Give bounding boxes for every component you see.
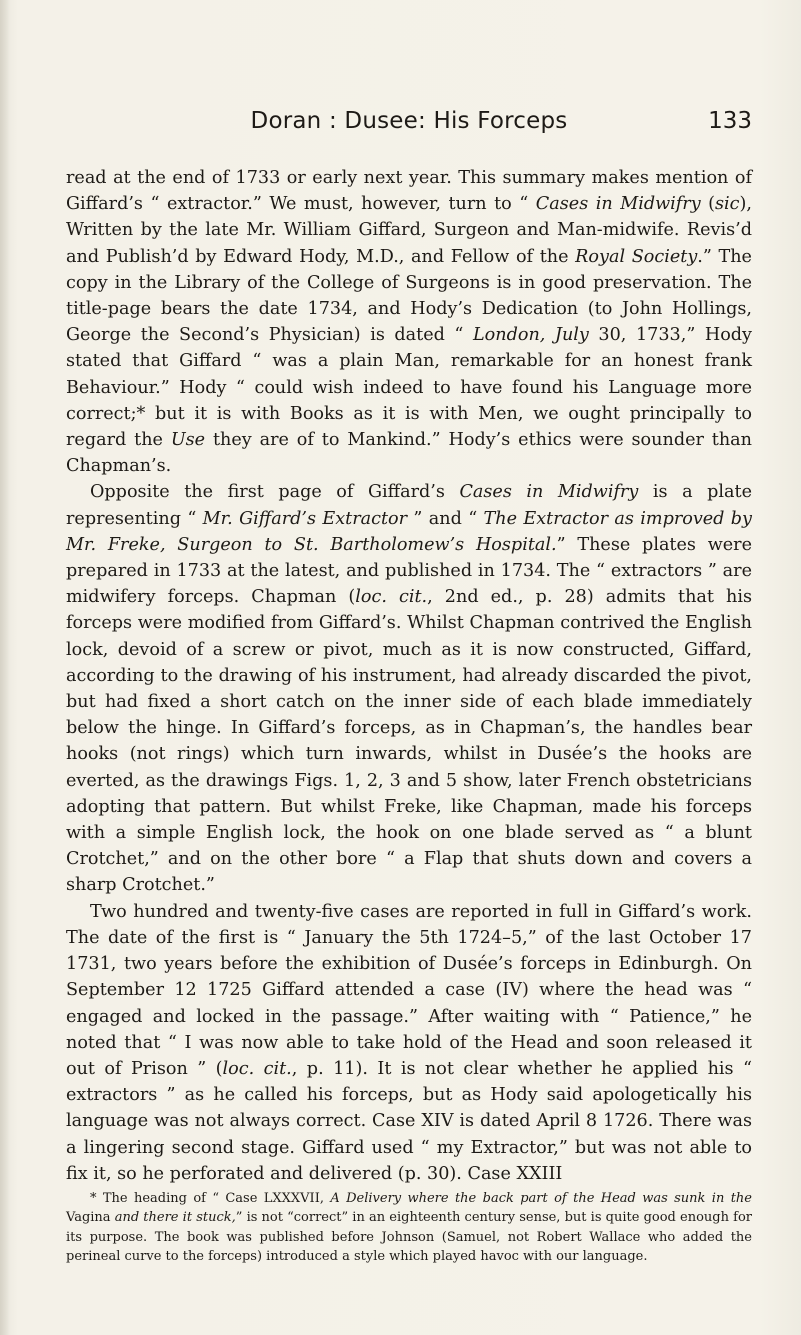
text-segment: is a plate representing “ bbox=[66, 482, 752, 529]
page-number: 133 bbox=[708, 108, 752, 134]
text-segment: ” is not “correct” in an eighteenth century sense, but is quite good enough for its purpose. The book was published before Johnson (Samuel, not Robert Wallace who added the perineal curve to the forceps) introduced a style which played havoc with our language. bbox=[66, 1210, 753, 1264]
italic-segment: A Delivery where the back part of the Head was sunk in the bbox=[330, 1190, 752, 1206]
italic-segment: The Extractor as improved by Mr. Freke, Surgeon to St. Bartholomew’s Hospital. bbox=[66, 508, 752, 555]
text-segment: ” and “ bbox=[407, 508, 484, 529]
italic-segment: and there it stuck, bbox=[114, 1210, 236, 1226]
italic-segment: Cases in Midwifry bbox=[459, 482, 639, 503]
italic-segment: loc. cit. bbox=[355, 587, 428, 608]
footnote bbox=[66, 1189, 752, 1266]
text-segment: Vagina bbox=[66, 1210, 115, 1226]
paragraph-2 bbox=[66, 479, 752, 898]
text-segment: , 2nd ed., p. 28) admits that his forceps were modified from Giffard’s. Whilst Chapman contrived the English lock, devoid of a screw or pivot, much as it is now constructed, Giffard, according to the drawing of his instrument, had already discarded the pivot, but had fixed a short catch on the inner side of each blade immediately below the hinge. In Giffard’s forceps, as in Chapman’s, the handles bear hooks (not rings) which turn inwards, whilst in Dusée’s the hooks are everted, as the drawings Figs. 1, 2, 3 and 5 show, later French obstetricians adopting that pattern. But whilst Freke, like Chapman, made his forceps with a simple English lock, the hook on one blade served as “ a blunt Crotchet,” and on the other bore “ a Flap that shuts down and covers a sharp Crotchet.” bbox=[66, 587, 752, 896]
italic-segment: sic bbox=[715, 194, 740, 215]
italic-segment: Cases in Midwifry bbox=[535, 194, 701, 215]
text-segment: Opposite the first page of Giffard’s bbox=[90, 482, 460, 503]
page-header bbox=[66, 108, 752, 138]
text-segment: ( bbox=[700, 194, 716, 215]
text-segment: ” These plates were prepared in 1733 at the latest, and published in 1734. The “ extractors ” are midwifery forceps. Chapman ( bbox=[66, 534, 753, 608]
italic-segment: loc. cit. bbox=[222, 1058, 292, 1079]
italic-segment: Use bbox=[170, 430, 206, 451]
text-segment: ), Written by the late Mr. William Giffard, Surgeon and Man-midwife. Revis’d and Publish’d by Edward Hody, M.D., and Fellow of the bbox=[66, 194, 752, 267]
text-segment: 30, 1733,” Hody stated that Giffard “ was a plain Man, remarkable for an honest frank Behaviour.” Hody “ could wish indeed to have found his Language more correct;* but it is with Books as it is with Men, we ought principally to regard the bbox=[66, 325, 752, 451]
text-segment: .” The copy in the Library of the College of Surgeons is in good preservation. The title-page bears the date 1734, and Hody’s Dedication (to John Hollings, George the Second’s Physician) is dated “ bbox=[66, 246, 752, 346]
text-segment: Two hundred and twenty-five cases are reported in full in Giffard’s work. The date of the first is “ January the 5th 1724–5,” of the last October 17 1731, two years before the exhibition of Dusée’s forceps in Edinburgh. On September 12 1725 Giffard attended a case (IV) where the head was “ engaged and locked in the passage.” After waiting with “ Patience,” he noted that “ I was now able to take hold of the Head and soon released it out of Prison ” ( bbox=[66, 901, 752, 1079]
paragraph-1 bbox=[66, 165, 752, 479]
running-title: Doran : Dusee: His Forceps bbox=[250, 108, 568, 134]
paragraph-3 bbox=[66, 899, 752, 1187]
text-segment: they are of to Mankind.” Hody’s ethics were sounder than Chapman’s. bbox=[66, 430, 752, 477]
text-segment: * The heading of “ Case LXXXVII, bbox=[90, 1190, 331, 1206]
italic-segment: London, July bbox=[472, 325, 589, 346]
text-segment: read at the end of 1733 or early next year. This summary makes mention of Giffard’s “ extractor.” We must, however, turn to “ bbox=[66, 168, 752, 215]
text-segment: , p. 11). It is not clear whether he applied his “ extractors ” as he called his forceps, but as Hody said apologetically his language was not always correct. Case XIV is dated April 8 1726. There was a lingering second stage. Giffard used “ my Extractor,” but was not able to fix it, so he perforated and delivered (p. 30). Case XXIII bbox=[66, 1058, 753, 1184]
italic-segment: Mr. Giffard’s Extractor bbox=[202, 508, 408, 529]
page-edge-shadow bbox=[0, 0, 10, 1335]
italic-segment: Royal Society bbox=[575, 246, 698, 267]
body-text bbox=[66, 165, 752, 1266]
